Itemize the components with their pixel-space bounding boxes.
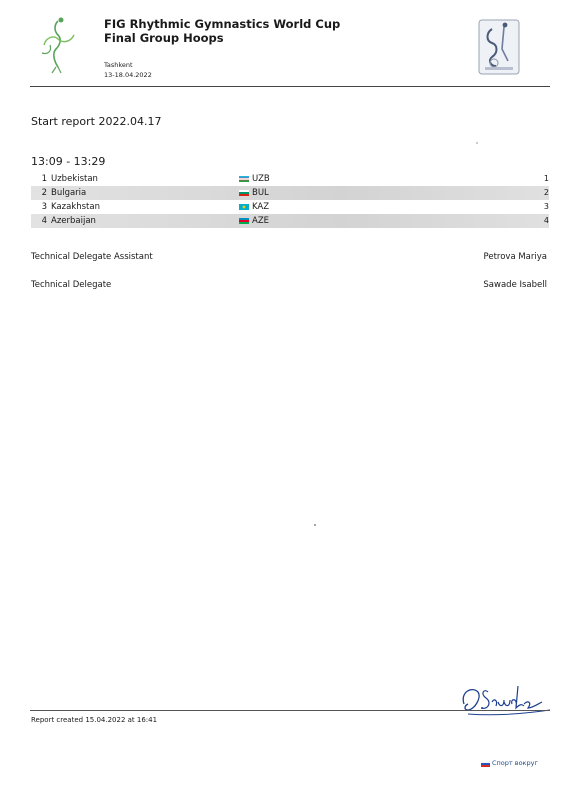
start-list-row [31,200,549,214]
event-dates: 13-18.04.2022 [104,71,152,79]
team-name: Azerbaijan [51,216,96,226]
event-location: Tashkent [104,61,133,69]
team-name: Kazakhstan [51,202,100,212]
start-order: 2 [543,188,549,197]
start-number: 2 [41,188,47,198]
start-list-row [31,186,549,200]
official-role: Technical Delegate Assistant [31,252,153,262]
event-place [104,60,152,80]
team-name: Uzbekistan [51,174,98,184]
official-name: Petrova Mariya [483,252,547,262]
signature-image [458,678,554,718]
scan-speck [314,524,316,526]
event-title [104,17,340,45]
official-role: Technical Delegate [31,280,112,290]
report-title: Start report 2022.04.17 [31,115,162,128]
event-logo-icon [36,15,82,75]
watermark-stamp: Спорт вокруг [492,759,538,767]
official-name: Sawade Isabell [483,280,547,290]
start-number: 3 [41,202,47,212]
header-divider [30,86,550,87]
start-order: 4 [543,216,549,225]
event-title-line2: Final Group Hoops [104,31,224,45]
country-code: AZE [252,216,270,226]
start-number: 4 [41,216,47,226]
start-list-row [31,214,549,228]
session-time: 13:09 - 13:29 [31,155,106,168]
flag-uzb-icon [239,176,249,182]
start-order: 1 [543,174,549,183]
country-code: UZB [252,174,270,184]
start-list-row [31,172,549,186]
start-number: 1 [41,174,47,184]
stamp-flag-icon [481,761,490,767]
event-title-line1: FIG Rhythmic Gymnastics World Cup [104,17,341,31]
flag-aze-icon [239,218,249,224]
flag-bul-icon [239,190,249,196]
country-code: BUL [252,188,269,198]
country-code: KAZ [252,202,270,212]
start-list [31,172,549,228]
report-created: Report created 15.04.2022 at 16:41 [31,716,158,724]
scan-speck [476,142,478,144]
federation-logo-icon [478,19,520,75]
footer-divider [30,710,550,711]
start-order: 3 [543,202,549,211]
flag-kaz-icon [239,204,249,210]
team-name: Bulgaria [51,188,87,198]
